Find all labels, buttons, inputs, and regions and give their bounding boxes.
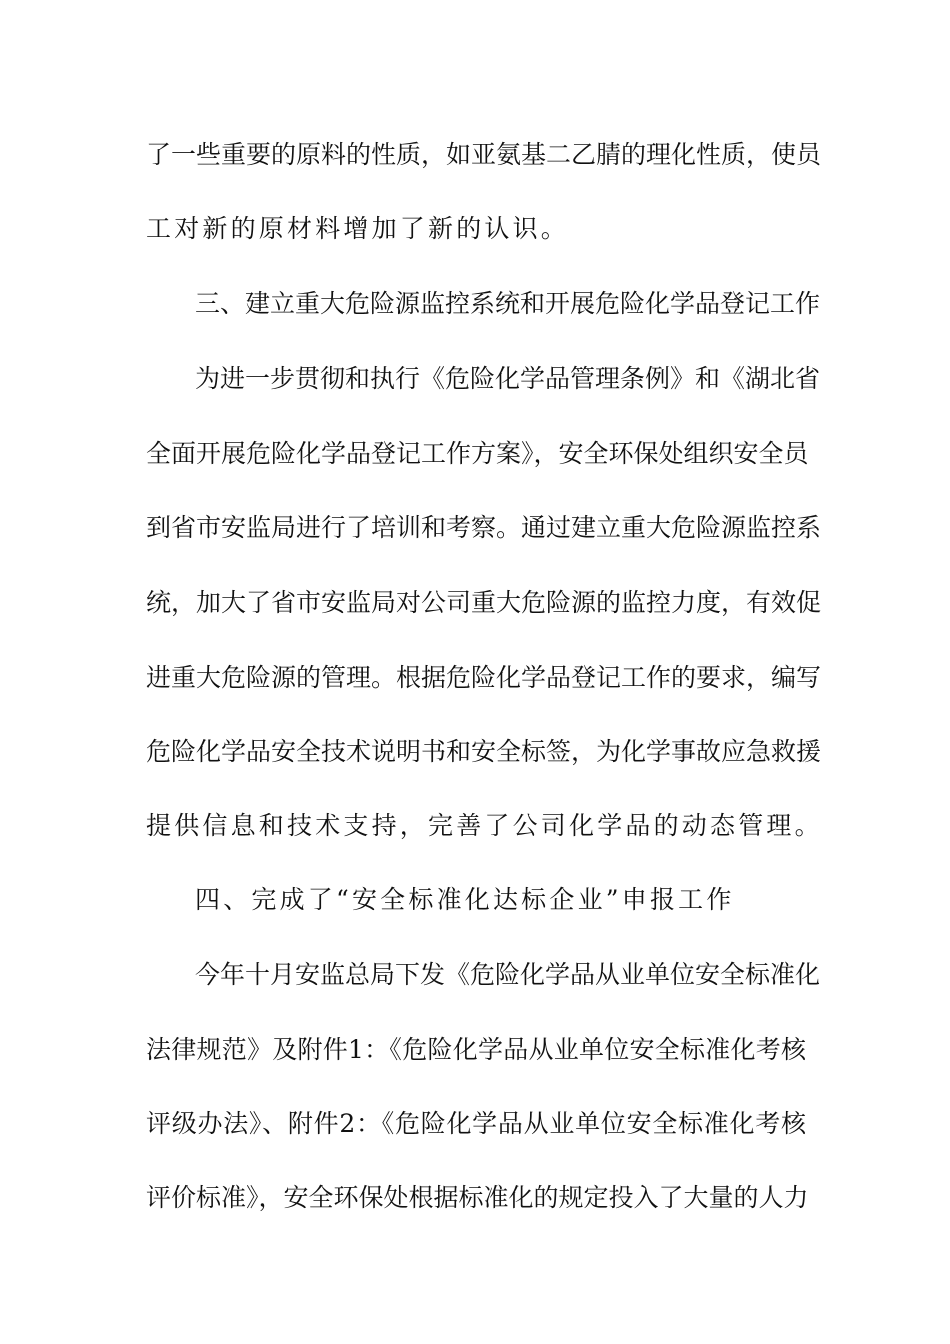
text-line: 法律规范》及附件1：《危险化学品从业单位安全标准化考核 [146,1035,806,1064]
text-line: 统，加大了省市安监局对公司重大危险源的监控力度，有效促 [146,588,822,617]
section-heading: 三、建立重大危险源监控系统和开展危险化学品登记工作 [195,289,821,318]
text-line: 全面开展危险化学品登记工作方案》，安全环保处组织安全员 [146,439,809,468]
text-line: 工对新的原材料增加了新的认识。 [146,214,570,243]
section-heading: 四、完成了“安全标准化达标企业”申报工作 [195,885,735,914]
text-line: 评级办法》、附件2：《危险化学品从业单位安全标准化考核 [146,1109,806,1138]
text-line: 为进一步贯彻和执行《危险化学品管理条例》和《湖北省 [195,364,821,393]
text-line: 到省市安监局进行了培训和考察。通过建立重大危险源监控系 [146,513,822,542]
text-line: 评价标准》，安全环保处根据标准化的规定投入了大量的人力 [146,1183,809,1212]
text-line: 提供信息和技术支持，完善了公司化学品的动态管理。 [146,811,823,840]
text-line: 了一些重要的原料的性质，如亚氨基二乙腈的理化性质，使员 [146,140,822,169]
text-line: 危险化学品安全技术说明书和安全标签，为化学事故应急救援 [146,737,822,766]
text-line: 进重大危险源的管理。根据危险化学品登记工作的要求，编写 [146,663,822,692]
text-line: 今年十月安监总局下发《危险化学品从业单位安全标准化 [195,960,821,989]
